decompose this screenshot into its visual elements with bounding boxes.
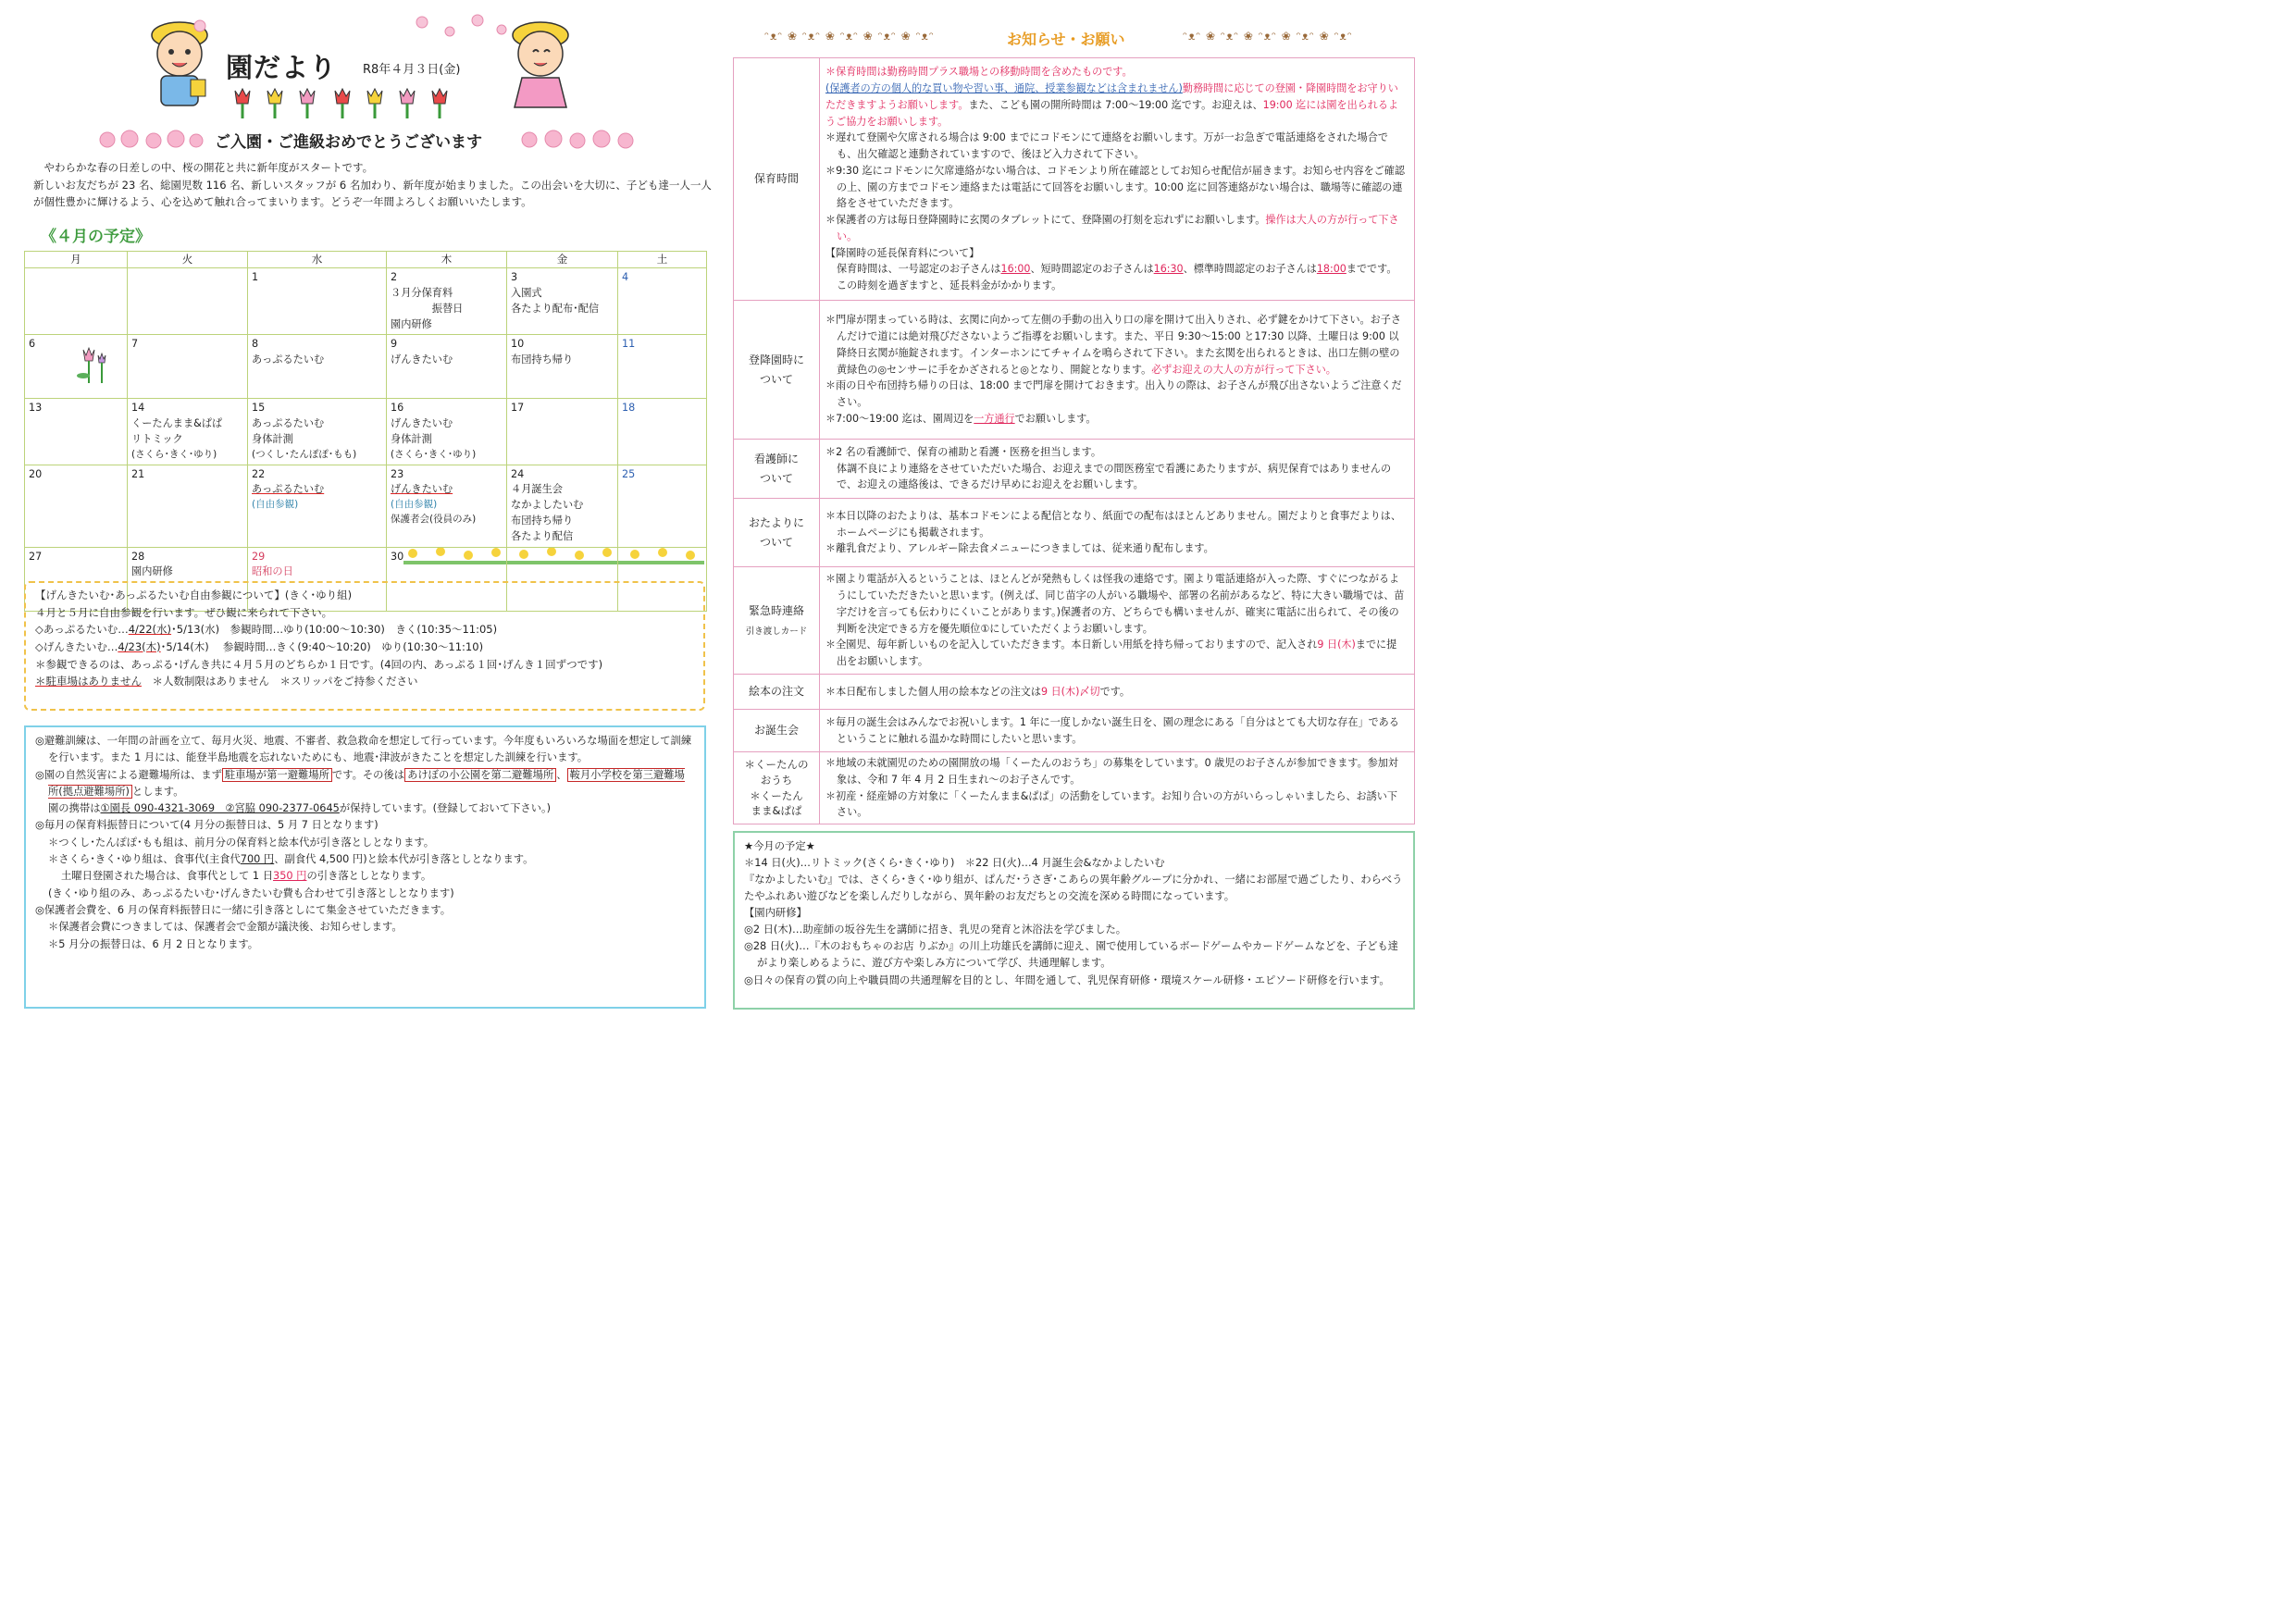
notice-content: ＊本日以降のおたよりは、基本コドモンによる配信となり、紙面での配布はほとんどありません。園だよりと食事だよりは、ホームページにも掲載されます。 ＊離乳食だより、アレルギー除去食メニューにつきましては、従来通り配布します。 xyxy=(820,499,1415,567)
calendar-day-cell xyxy=(387,335,507,399)
parent-fee-text: ◎保護者会費を、6 月の保育料振替日に一緒に引き落としにて集金させていただきます。 xyxy=(35,903,452,916)
day-number: 23 xyxy=(391,467,404,480)
calendar-event: 昭和の日 xyxy=(252,565,293,578)
calendar-day-cell xyxy=(387,399,507,465)
notice-content: ＊保育時間は勤務時間プラス職場との移動時間を含めたものです。 (保護者の方の個人的な買い物や習い事、通院、授業参観などは含まれません)勤務時間に応じての登園・降園時間をお守りいただきますようお願いします。また、こども園の開所時間は 7:00～19:00 迄です。お迎えは、19:00 迄には園を出られるようご協力をお願いします。 ＊遅れて登園や欠席される場合は 9:00 までにコドモンにて連絡をお願いします。万が一お急ぎで電話連絡をされた場合でも、出欠確認と連動されていますので、後ほど入力されて下さい。 ＊9:30 迄にコドモンに欠席連絡がない場合は、コドモンより所在確認としてお知らせ配信が届きます。お知らせ内容をご確認の上、園の方までコドモン連絡または電話にて回答をお願いします。10:00 迄に回答連絡がない場合は、職場等に確認の連絡をさせていただきます。 ＊保護者の方は毎日登降園時に玄関のタブレットにて、登降園の打刻を忘れずにお願いします。操作は大人の方が行って下さい。 【降園時の延長保育料について】 保育時間は、一号認定のお子さんは16:00、短時間認定のお子さんは16:30、標準時間認定のお子さんは18:00までです。この時刻を過ぎますと、延長料金がかかります。 xyxy=(820,58,1415,301)
day-number: 10 xyxy=(511,338,525,351)
evacuation-sites-text: ◎園の自然災害による避難場所は、まず 駐車場が第一避難場所 です。その後は あけぼの小公園を第二避難場所 、 鞍月小学校を第三避難場所(拠点避難場所) とします。 xyxy=(35,768,685,798)
fee-older-text: ＊さくら･きく･ゆり組は、食事代(主食代700 円、副食代 4,500 円)と絵本代が引き落としとなります。 xyxy=(48,853,534,866)
notice-content: ＊地域の未就園児のための園開放の場「くーたんのおうち」の募集をしています。0 歳児のお子さんが参加できます。参加対象は、令和 7 年 4 月 2 日生まれ～のお子さんです。 ＊初産・経産婦の方対象に「くーたんまま&ぱぱ」の活動をしています。お知り合いの方がいらっしゃいましたら、お誘い下さい。 xyxy=(820,752,1415,824)
calendar-event: 各たより配布･配信 xyxy=(511,302,600,315)
weekday-5: 土 xyxy=(618,252,707,268)
weekday-4: 金 xyxy=(507,252,618,268)
notice-row-emergency xyxy=(734,567,1415,675)
calendar-event: げんきたいむ xyxy=(391,483,453,496)
notice-label: 絵本の注文 xyxy=(734,675,820,710)
calendar-day-cell xyxy=(387,465,507,547)
weekday-1: 火 xyxy=(128,252,248,268)
day-number: 30 xyxy=(391,550,404,563)
notice-title: お知らせ・お願い xyxy=(1007,31,1125,48)
notice-label: 緊急時連絡 引き渡しカード xyxy=(734,567,820,675)
calendar-event: 布団持ち帰り xyxy=(511,353,574,366)
day-number: 3 xyxy=(511,271,518,284)
parent-fee-note: ＊保護者会費につきましては、保護者会で金額が議決後、お知らせします。 xyxy=(48,921,403,934)
calendar-event: (自由参観) xyxy=(391,499,438,511)
calendar-day-cell xyxy=(25,335,128,399)
nakayoshi-description: 『なかよしたいむ』では、さくら･きく･ゆり組が、ぱんだ･うさぎ･こあらの異年齢グループに分かれ、一緒にお部屋で過ごしたり、わらべうたやふれあい遊びなどを楽しんだりしながら、異年齢のお友だちとの交流を深める時間になっています。 xyxy=(744,874,1403,903)
notice-content: ＊門扉が閉まっている時は、玄関に向かって左側の手動の出入り口の扉を開けて出入りされ、必ず鍵をかけて下さい。お子さんだけで道には絶対飛びださないようご指導をお願いします。また、平日 9:30～15:00 と17:30 以降、土曜日は 9:00 以降終日玄関が施錠されます。インターホンにてチャイムを鳴らされて下さい。また玄関を出られるときは、出口左側の壁の黄緑色の◎センサーに手をかざされると◎となり、開錠となります。必ずお迎えの大人の方が行って下さい。 ＊雨の日や布団持ち帰りの日は、18:00 まで門扉を開けておきます。出入りの際は、お子さんが飛び出さないようご注意ください。 ＊7:00～19:00 迄は、園周辺を一方通行でお願いします。 xyxy=(820,301,1415,440)
day-number: 27 xyxy=(29,550,43,563)
day-number: 11 xyxy=(622,338,636,351)
fee-activity-text: (きく･ゆり組のみ、あっぷるたいむ･げんきたいむ費も合わせて引き落としとなります) xyxy=(48,886,454,899)
calendar-day-cell xyxy=(507,268,618,335)
calendar-day-cell xyxy=(387,268,507,335)
day-number: 4 xyxy=(622,271,629,284)
notice-content: ＊園より電話が入るということは、ほとんどが発熱もしくは怪我の連絡です。園より電話連絡が入った際、すぐにつながるようにしていただきたいと思います。(例えば、同じ苗字の人がいる職場や、部署の名前があるなど、特に大きい職場では、苗字だけを言っても伝わりにくいことがあります。)保護者の方、どちらでも構いませんが、確実に電話に出られて、その後の判断を決定できる方を優先順位①にしていただくようお願いします。 ＊全園児、毎年新しいものを記入していただきます。本日新しい用紙を持ち帰っておりますので、記入され9 日(木)までに提出をお願いします。 xyxy=(820,567,1415,675)
calendar-event: 身体計測 xyxy=(391,433,432,446)
calendar-weekday-header xyxy=(25,252,707,268)
day-number: 15 xyxy=(252,402,266,415)
fee-saturday-text: 土曜日登園された場合は、食事代として 1 日350 円の引き落としとなります。 xyxy=(61,870,432,883)
notice-label: 登降園時に ついて xyxy=(734,301,820,440)
calendar-week-3 xyxy=(25,465,707,547)
open-house-heading: 【げんきたいむ･あっぷるたいむ自由参観について】(きく･ゆり組) xyxy=(35,589,353,601)
april-schedule-title: 《４月の予定》 xyxy=(41,228,151,246)
fee-date-heading: ◎毎月の保育料振替日について(4 月分の振替日は、5 月 7 日となります) xyxy=(35,819,379,832)
calendar-day-cell xyxy=(248,399,387,465)
calendar-event: 園内研修 xyxy=(391,317,432,330)
notice-label: おたよりに ついて xyxy=(734,499,820,567)
calendar-event: げんきたいむ xyxy=(391,417,453,430)
notice-row-letters xyxy=(734,499,1415,567)
training-heading: 【園内研修】 xyxy=(744,907,807,920)
fee-younger-text: ＊つくし･たんぽぽ･もも組は、前月分の保育料と絵本代が引き落としとなります。 xyxy=(48,836,435,849)
notice-row-nurse xyxy=(734,440,1415,499)
sakura-petals-top xyxy=(181,13,515,41)
calendar-day-cell xyxy=(618,335,707,399)
day-number: 20 xyxy=(29,467,43,480)
intro-line-1: やわらかな春の日差しの中、桜の開花と共に新年度がスタートです。 xyxy=(43,161,374,174)
evacuation-drill-text: ◎避難訓練は、一年間の計画を立て、毎月火災、地震、不審者、救急救命を想定して行っています。今年度もいろいろな場面を想定して訓練を行います。また 1 月には、能登半島地震を忘れないためにも、地震･津波がきたことを想定した訓練を行います。 xyxy=(35,735,692,764)
notice-row-entry xyxy=(734,301,1415,440)
calendar-day-cell xyxy=(248,465,387,547)
calendar-event: ４月誕生会 xyxy=(511,483,563,496)
open-house-note-1: ＊参観できるのは、あっぷる･げんき共に４月５月のどちらか１日です。(4回の内、あっぷる１回･げんき１回ずつです) xyxy=(35,657,603,671)
calendar-day-cell xyxy=(25,399,128,465)
calendar-week-1 xyxy=(25,335,707,399)
open-house-note-2: ＊駐車場はありません ＊人数制限はありません ＊スリッパをご持参ください xyxy=(35,675,418,688)
weekday-2: 水 xyxy=(248,252,387,268)
notice-label: 保育時間 xyxy=(734,58,820,301)
training-item-3: ◎日々の保育の質の向上や職員間の共通理解を目的とし、年間を通して、乳児保育研修・環境スケール研修・エピソード研修を行います。 xyxy=(744,973,1390,986)
calendar-day-cell xyxy=(618,399,707,465)
calendar-event: くーたんまま&ぱぱ xyxy=(131,417,223,430)
calendar-event: リトミック xyxy=(131,433,183,446)
calendar-body xyxy=(25,268,707,611)
newsletter-title: 園だより xyxy=(226,52,338,83)
calendar-week-0 xyxy=(25,268,707,335)
intro-paragraph xyxy=(33,159,718,211)
calendar-event: 各たより配信 xyxy=(511,529,574,542)
issue-date: R8年４月３日(金) xyxy=(363,63,461,77)
day-number: 1 xyxy=(252,271,259,284)
school-phone-text: 園の携帯は①園長 090-4321-3069 ②宮脇 090-2377-0645が保持しています。(登録しておいて下さい。) xyxy=(48,802,552,815)
april-calendar xyxy=(24,251,707,612)
day-number: 28 xyxy=(131,550,145,563)
notice-row-birthday xyxy=(734,710,1415,752)
calendar-day-cell xyxy=(618,465,707,547)
calendar-day-cell xyxy=(618,268,707,335)
calendar-event: (つくし･たんぽぽ･もも) xyxy=(252,448,357,460)
calendar-event: 保護者会(役員のみ) xyxy=(391,513,477,525)
calendar-event: げんきたいむ xyxy=(391,353,453,366)
calendar-day-cell xyxy=(128,335,248,399)
day-number: 8 xyxy=(252,338,259,351)
day-number: 25 xyxy=(622,467,636,480)
day-number: 22 xyxy=(252,467,266,480)
tulip-row-illustration xyxy=(226,83,476,120)
calendar-event: ３月分保育料 xyxy=(391,287,453,300)
day-number: 7 xyxy=(131,338,139,351)
calendar-day-cell xyxy=(248,268,387,335)
calendar-day-cell xyxy=(25,268,128,335)
sakura-petals-left xyxy=(96,128,207,152)
open-house-genki: ◇げんきたいむ…4/23(木)･5/14(木) 参観時間…きく(9:40～10:20) ゆり(10:30～11:10) xyxy=(35,639,484,653)
training-item-1: ◎2 日(木)…助産師の坂谷先生を講師に招き、乳児の発育と沐浴法を学びました。 xyxy=(744,924,1127,936)
calendar-day-cell xyxy=(507,465,618,547)
day-number: 18 xyxy=(622,402,636,415)
notice-label: ＊くーたんの おうち ＊くーたん まま&ぱぱ xyxy=(734,752,820,824)
notice-content: ＊2 名の看護師で、保育の補助と看護・医務を担当します。 体調不良により連絡をさせていただいた場合、お迎えまでの間医務室で看護にあたりますが、病児保育ではありませんので、お迎えの連絡後は、できるだけ早めにお迎えをお願いします。 xyxy=(820,440,1415,499)
may-fee-date: ＊5 月分の振替日は、6 月 2 日となります。 xyxy=(48,937,259,950)
calendar-week-2 xyxy=(25,399,707,465)
congratulations-heading: ご入園・ご進級おめでとうございます xyxy=(215,133,482,152)
animal-border-right: ᵔᴥᵔ ❀ ᵔᴥᵔ ❀ ᵔᴥᵔ ❀ ᵔᴥᵔ ❀ ᵔᴥᵔ xyxy=(1183,30,1353,43)
notice-content: ＊毎月の誕生会はみんなでお祝いします。1 年に一度しかない誕生日を、園の理念にある「自分はとても大切な存在」であるということに触れる温かな時間にしたいと思います。 xyxy=(820,710,1415,752)
safety-and-fees-notice xyxy=(24,725,706,1009)
open-house-apple: ◇あっぷるたいむ…4/22(水)･5/13(水) 参観時間…ゆり(10:00～10:30) きく(10:35～11:05) xyxy=(35,623,498,637)
calendar-event: 入園式 xyxy=(511,287,542,300)
day-number: 17 xyxy=(511,402,525,415)
calendar-day-cell xyxy=(128,465,248,547)
day-number: 16 xyxy=(391,402,404,415)
calendar-day-cell xyxy=(128,399,248,465)
day-number: 2 xyxy=(391,271,398,284)
calendar-day-cell xyxy=(507,335,618,399)
monthly-plan-events: ＊14 日(火)…リトミック(さくら･きく･ゆり) ＊22 日(火)…4 月誕生会&なかよしたいむ xyxy=(744,857,1165,870)
animal-border-left: ᵔᴥᵔ ❀ ᵔᴥᵔ ❀ ᵔᴥᵔ ❀ ᵔᴥᵔ ❀ ᵔᴥᵔ xyxy=(764,30,935,43)
open-house-intro: ４月と５月に自由参観を行います。ぜひ観に来られて下さい。 xyxy=(35,605,333,619)
calendar-event: あっぷるたいむ xyxy=(252,483,325,496)
notice-row-kutan xyxy=(734,752,1415,824)
calendar-event: (さくら･きく･ゆり) xyxy=(131,448,217,460)
sakura-petals-right xyxy=(518,128,639,152)
day-number: 24 xyxy=(511,467,525,480)
calendar-day-cell xyxy=(25,465,128,547)
calendar-event: 身体計測 xyxy=(252,433,293,446)
day-number: 6 xyxy=(29,338,36,351)
calendar-day-cell xyxy=(248,335,387,399)
intro-line-2: 新しいお友だちが 23 名、総園児数 116 名、新しいスタッフが 6 名加わり、新年度が始まりました。この出会いを大切に、子ども達一人一人が個性豊かに輝けるよう、心を込めて触れ合ってまいります。どうぞ一年間よろしくお願いいたします。 xyxy=(33,178,712,209)
weekday-3: 木 xyxy=(387,252,507,268)
notice-table xyxy=(733,57,1415,824)
calendar-event: 園内研修 xyxy=(131,565,173,578)
notice-row-hours xyxy=(734,58,1415,301)
notice-label: 看護師に ついて xyxy=(734,440,820,499)
calendar-event: なかよしたいむ xyxy=(511,499,584,512)
calendar-day-cell xyxy=(507,399,618,465)
weekday-0: 月 xyxy=(25,252,128,268)
notice-content: ＊本日配布しました個人用の絵本などの注文は9 日(木)〆切です。 xyxy=(820,675,1415,710)
calendar-event: 布団持ち帰り xyxy=(511,514,574,527)
calendar-event: (さくら･きく･ゆり) xyxy=(391,448,477,460)
training-item-2: ◎28 日(火)…『木のおもちゃのお店 りぶか』の川上功雄氏を講師に迎え、園で使用しているボードゲームやカードゲームなどを、子ども達がより楽しめるように、遊び方や楽しみ方について学び、共通理解します。 xyxy=(744,940,1398,970)
day-number: 21 xyxy=(131,467,145,480)
calendar-event: あっぷるたいむ xyxy=(252,417,325,430)
calendar-event: あっぷるたいむ xyxy=(252,353,325,366)
open-house-notice xyxy=(24,581,705,711)
calendar-event: (自由参観) xyxy=(252,499,299,511)
day-number: 29 xyxy=(252,550,266,563)
monthly-plan-heading: ★今月の予定★ xyxy=(744,840,815,852)
day-number: 14 xyxy=(131,402,145,415)
calendar-event: 振替日 xyxy=(391,302,464,315)
notice-label: お誕生会 xyxy=(734,710,820,752)
notice-row-books xyxy=(734,675,1415,710)
day-number: 13 xyxy=(29,402,43,415)
calendar-day-cell xyxy=(128,268,248,335)
day-number: 9 xyxy=(391,338,398,351)
monthly-plan-notice xyxy=(733,831,1415,1010)
